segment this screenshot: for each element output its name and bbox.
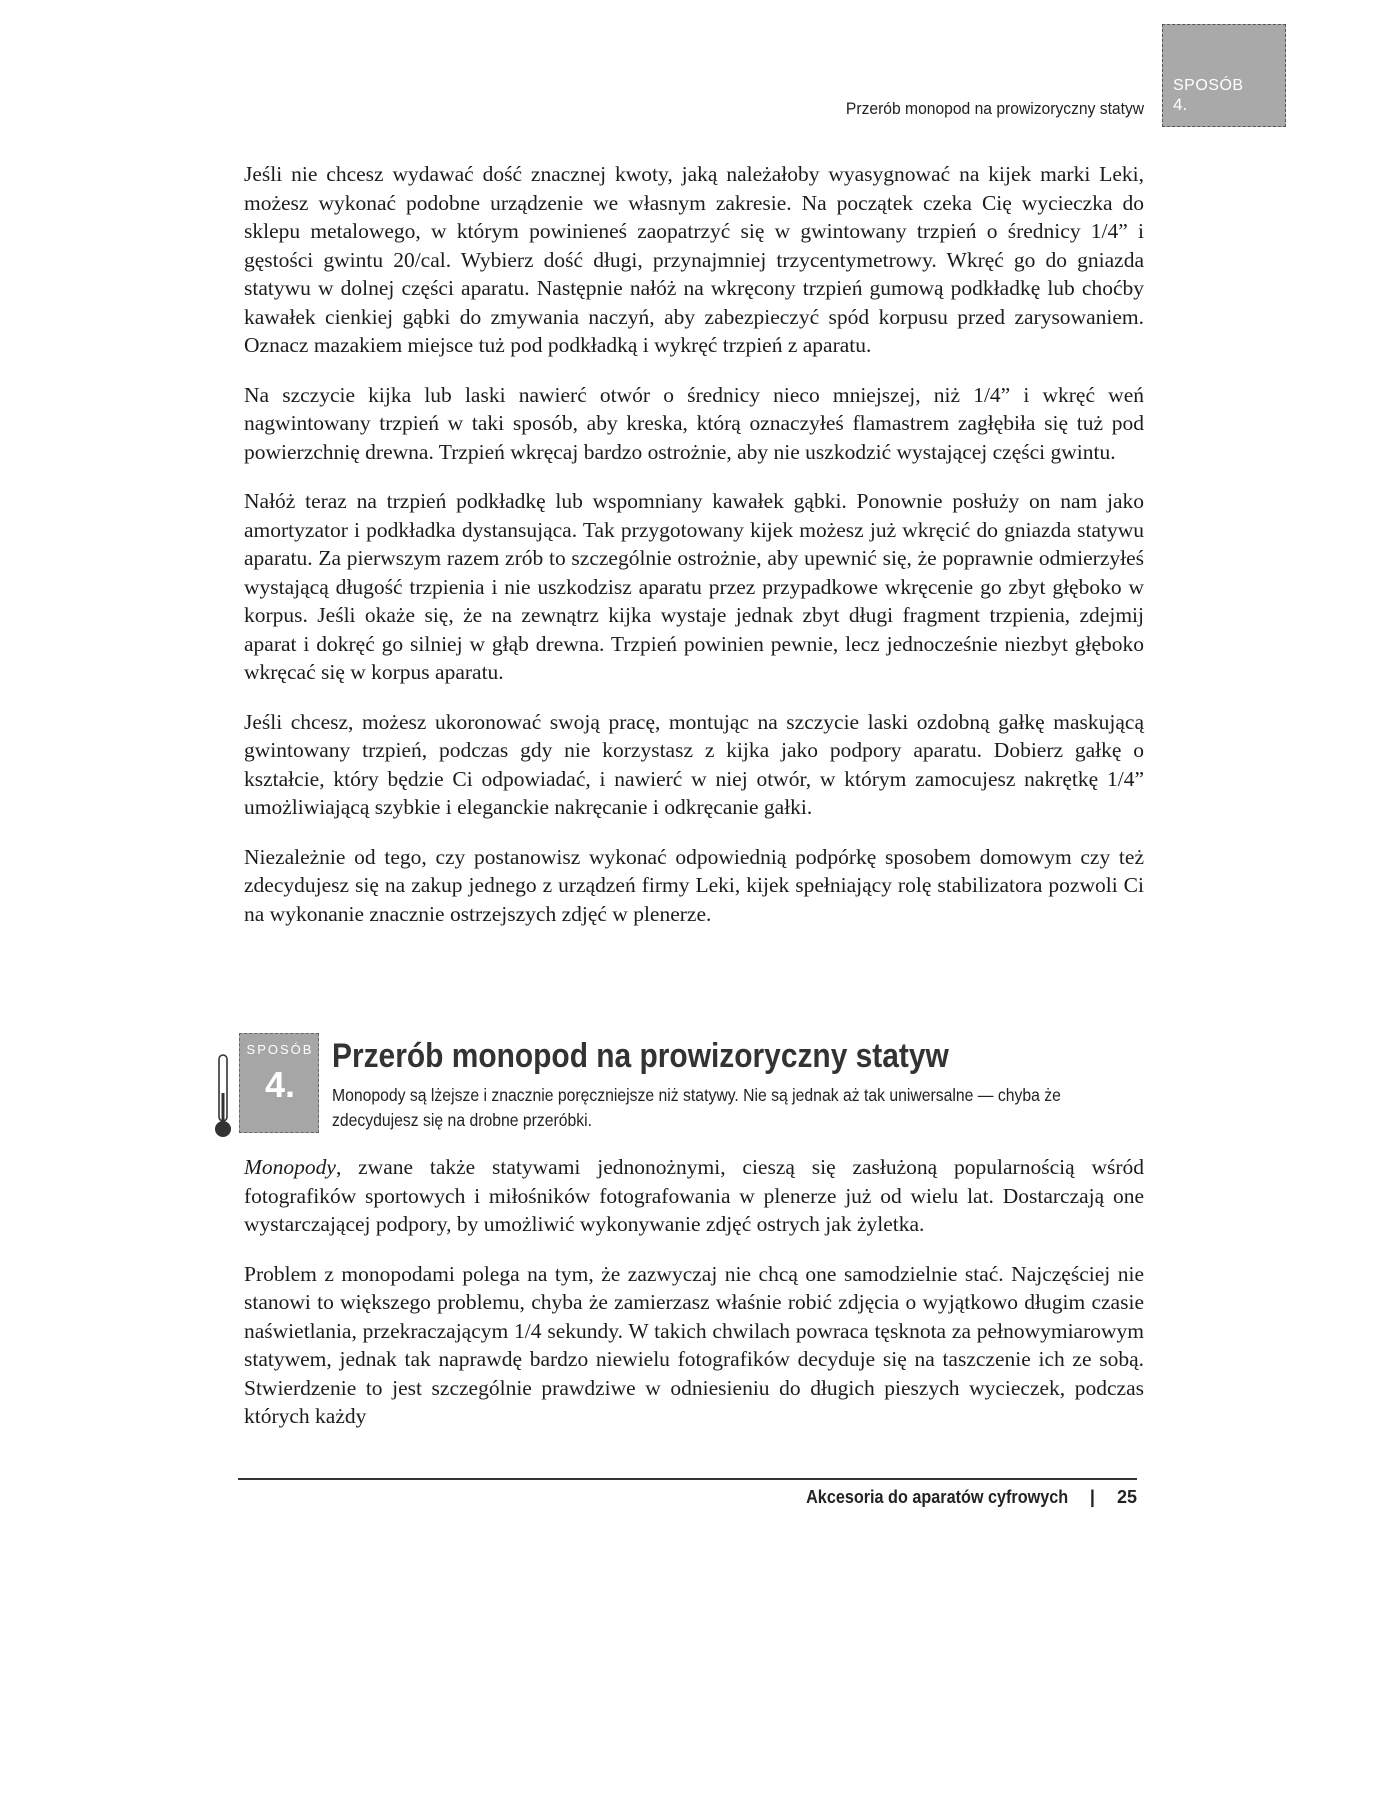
hack-number-badge: [239, 1033, 319, 1133]
corner-tab-number: 4.: [1173, 95, 1188, 114]
page-footer: [777, 1487, 1137, 1508]
paragraph-6: [244, 1153, 1144, 1239]
corner-tab-label: SPOSÓB: [1173, 77, 1244, 94]
hack-badge-label: SPOSÓB: [246, 1042, 314, 1057]
hack-heading-block: [213, 1033, 1153, 1143]
body-text-top: [244, 160, 1144, 949]
paragraph-6-text: , zwane także statywami jednonożnymi, cieszą się zasłużoną popularnością wśród fotografików sportowych i miłośników fotografowania w plenerze już od wielu lat. Dostarczają one wystarczającej podpory, by umożliwić wykonywanie zdjęć ostrych jak żyletka.: [244, 1155, 1144, 1236]
hack-subtitle: Monopody są lżejsze i znacznie poręczniejsze niż statywy. Nie są jednak aż tak uniwersalne — chyba że zdecydujesz się na drobne przeróbki.: [332, 1085, 1061, 1130]
paragraph-1: Jeśli nie chcesz wydawać dość znacznej kwoty, jaką należałoby wyasygnować na kijek marki Leki, możesz wykonać podobne urządzenie we własnym zakresie. Na początek czeka Cię wycieczka do sklepu metalowego, w którym powinieneś zaopatrzyć się w gwintowany trzpień o średnicy 1/4” i gęstości gwintu 20/cal. Wybierz dość długi, przynajmniej trzycentymetrowy. Wkręć go do gniazda statywu w dolnej części aparatu. Następnie nałóż na wkręcony trzpień gumową podkładkę lub choćby kawałek cienkiej gąbki do zmywania naczyń, aby zabezpieczyć spód korpusu przed zarysowaniem. Oznacz mazakiem miejsce tuż pod podkładką i wykręć trzpień z aparatu.: [244, 162, 1144, 357]
hack-title: Przerób monopod na prowizoryczny statyw: [332, 1037, 949, 1075]
hack-badge-number: 4.: [264, 1064, 296, 1105]
footer-separator: |: [1089, 1487, 1095, 1507]
body-text-bottom: [244, 1153, 1144, 1452]
page-number: 25: [1116, 1487, 1137, 1507]
paragraph-4: Jeśli chcesz, możesz ukoronować swoją pracę, montując na szczycie laski ozdobną gałkę maskującą gwintowany trzpień, podczas gdy nie korzystasz z kijka jako podpory aparatu. Dobierz gałkę o kształcie, który będzie Ci odpowiadać, i nawierć w niej otwór, w którym zamocujesz nakrętkę 1/4” umożliwiającą szybkie i eleganckie nakręcanie i odkręcanie gałki.: [244, 709, 1144, 819]
chapter-corner-tab: [1162, 24, 1286, 127]
footer-book-title: Akcesoria do aparatów cyfrowych: [805, 1487, 1068, 1507]
thermometer-icon: [213, 1053, 233, 1143]
paragraph-3: Nałóż teraz na trzpień podkładkę lub wspomniany kawałek gąbki. Ponownie posłuży on nam jako amortyzator i podkładka dystansująca. Tak przygotowany kijek możesz już wkręcić do gniazda statywu aparatu. Za pierwszym razem zrób to szczególnie ostrożnie, aby upewnić się, że poprawnie odmierzyłeś wystającą długość trzpienia i nie uszkodzisz aparatu przez przypadkowe wkręcenie go zbyt głęboko w korpus. Jeśli okaże się, że na zewnątrz kijka wystaje jednak zbyt długi fragment trzpienia, zdejmij aparat i dokręć go silniej w głąb drewna. Trzpień powinien pewnie, lecz jednocześnie niezbyt głęboko wkręcać się w korpus aparatu.: [244, 489, 1144, 684]
running-header: Przerób monopod na prowizoryczny statyw: [845, 99, 1144, 118]
paragraph-2: Na szczycie kijka lub laski nawierć otwór o średnicy nieco mniejszej, niż 1/4” i wkręć weń nagwintowany trzpień w taki sposób, aby kreska, którą oznaczyłeś flamastrem zagłębiła się tuż pod powierzchnię drewna. Trzpień wkręcaj bardzo ostrożnie, aby nie uszkodzić wystającej części gwintu.: [244, 382, 1144, 464]
footer-rule: [238, 1478, 1137, 1480]
paragraph-7: Problem z monopodami polega na tym, że zazwyczaj nie chcą one samodzielnie stać. Najczęściej nie stanowi to większego problemu, chyba że zamierzasz właśnie robić zdjęcia o wyjątkowo długim czasie naświetlania, przekraczającym 1/4 sekundy. W takich chwilach powraca tęsknota za pełnowymiarowym statywem, jednak tak naprawdę bardzo niewielu fotografików decyduje się na taszczenie ich ze sobą. Stwierdzenie to jest szczególnie prawdziwe w odniesieniu do długich pieszych wycieczek, podczas których każdy: [244, 1261, 1144, 1428]
monopody-term: Monopody: [244, 1155, 336, 1179]
paragraph-5: Niezależnie od tego, czy postanowisz wykonać odpowiednią podpórkę sposobem domowym czy też zdecydujesz się na zakup jednego z urządzeń firmy Leki, kijek spełniający rolę stabilizatora pozwoli Ci na wykonanie znacznie ostrzejszych zdjęć w plenerze.: [244, 844, 1144, 926]
